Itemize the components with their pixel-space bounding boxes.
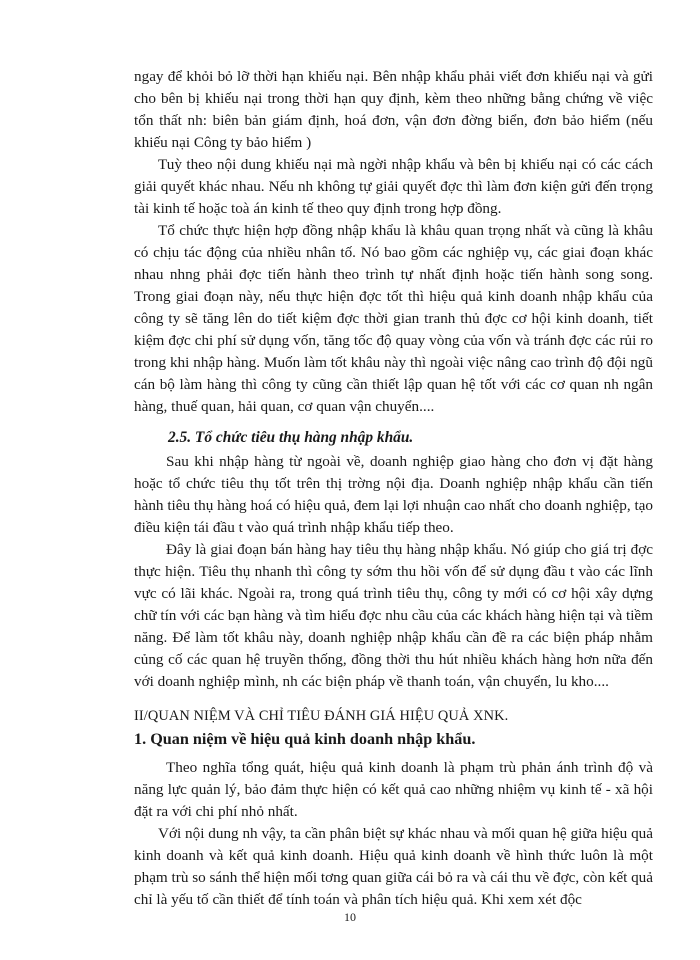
paragraph-efficiency-definition: Theo nghĩa tổng quát, hiệu quả kinh doanh là phạm trù phản ánh trình độ và năng lực quản lý, bảo đảm thực hiện có kết quả cao những nhiệm vụ kinh tế - xã hội đặt ra với chi phí nhỏ nhất. xyxy=(134,759,653,820)
paragraph-efficiency-vs-result: Với nội dung nh vậy, ta cần phân biệt sự khác nhau và mối quan hệ giữa hiệu quả kinh doanh và kết quả kinh doanh. Hiệu quả kinh doanh về hình thức luôn là một phạm trù so sánh thể hiện mối tơng quan giữa cái bỏ ra và cái thu về đợc, còn kết quả chỉ là yếu tố cần thiết để tính toán và phân tích hiệu quả. Khi xem xét độc xyxy=(134,825,654,908)
heading-1-concept: 1. Quan niệm về hiệu quả kinh doanh nhập khẩu. xyxy=(134,730,476,748)
paragraph-complaint-filing: ngay để khỏi bỏ lỡ thời hạn khiếu nại. Bên nhập khẩu phải viết đơn khiếu nại và gửi cho bên bị khiếu nại trong thời hạn quy định, kèm theo những bằng chứng về việc tổn thất nh: biên bản giám định, hoá đơn, vận đơn đờng biển, đơn bảo hiểm (nếu khiếu nại Công ty bảo hiểm ) xyxy=(134,68,653,151)
page-number: 10 xyxy=(344,910,356,924)
paragraph-sales-intro: Sau khi nhập hàng từ ngoài về, doanh nghiệp giao hàng cho đơn vị đặt hàng hoặc tổ chức tiêu thụ tốt trên thị trờng nội địa. Doanh nghiệp nhập khẩu cần tiến hành tiêu thụ hàng hoá có hiệu quả, đem lại lợi nhuận cao nhất cho doanh nghiệp, tạo điều kiện tái đầu t vào quá trình nhập khẩu tiếp theo. xyxy=(134,453,653,536)
paragraph-complaint-resolution: Tuỳ theo nội dung khiếu nại mà ngời nhập khẩu và bên bị khiếu nại có các cách giải quyết khác nhau. Nếu nh không tự giải quyết đợc thì làm đơn kiện gửi đến trọng tài kinh tế hoặc toà án kinh tế theo quy định trong hợp đồng. xyxy=(134,156,653,217)
subheading-2-5: 2.5. Tổ chức tiêu thụ hàng nhập khẩu. xyxy=(168,429,414,446)
paragraph-contract-execution: Tổ chức thực hiện hợp đồng nhập khẩu là khâu quan trọng nhất và cũng là khâu có chịu tác động của nhiều nhân tố. Nó bao gồm các nghiệp vụ, các giai đoạn khác nhau nhng phải đợc tiến hành theo trình tự nhất định hoặc tiến hành song song. Trong giai đoạn này, nếu thực hiện đợc tốt thì hiệu quả kinh doanh nhập khẩu của công ty sẽ tăng lên do tiết kiệm đợc thời gian tranh thủ đợc cơ hội kinh doanh, tiết kiệm đợc chi phí sử dụng vốn, tăng tốc độ quay vòng của vốn và tránh đợc các rủi ro trong khi nhập hàng. Muốn làm tốt khâu này thì ngoài việc nâng cao trình độ đội ngũ cán bộ làm hàng thì công ty cũng cần thiết lập quan hệ tốt với các cơ quan nh ngân hàng, thuế quan, hải quan, cơ quan vận chuyển.... xyxy=(134,222,653,415)
section-heading-ii: II/QUAN NIỆM VÀ CHỈ TIÊU ĐÁNH GIÁ HIỆU QUẢ XNK. xyxy=(134,708,509,724)
paragraph-sales-stage: Đây là giai đoạn bán hàng hay tiêu thụ hàng nhập khẩu. Nó giúp cho giá trị đợc thực hiện. Tiêu thụ nhanh thì công ty sớm thu hồi vốn để sử dụng đầu t vào các lĩnh vực có lãi khác. Ngoài ra, trong quá trình tiêu thụ, công ty mới có cơ hội xây dựng chữ tín với các bạn hàng và tìm hiểu đợc nhu cầu của các khách hàng hiện tại và tiềm năng. Để làm tốt khâu này, doanh nghiệp nhập khẩu cần đề ra các biện pháp nhằm củng cố các quan hệ truyền thống, đồng thời thu hút nhiều khách hàng hơn nữa đến với doanh nghiệp mình, nh các biện pháp về thanh toán, vận chuyển, lu kho.... xyxy=(134,541,653,690)
page-body xyxy=(134,66,653,911)
